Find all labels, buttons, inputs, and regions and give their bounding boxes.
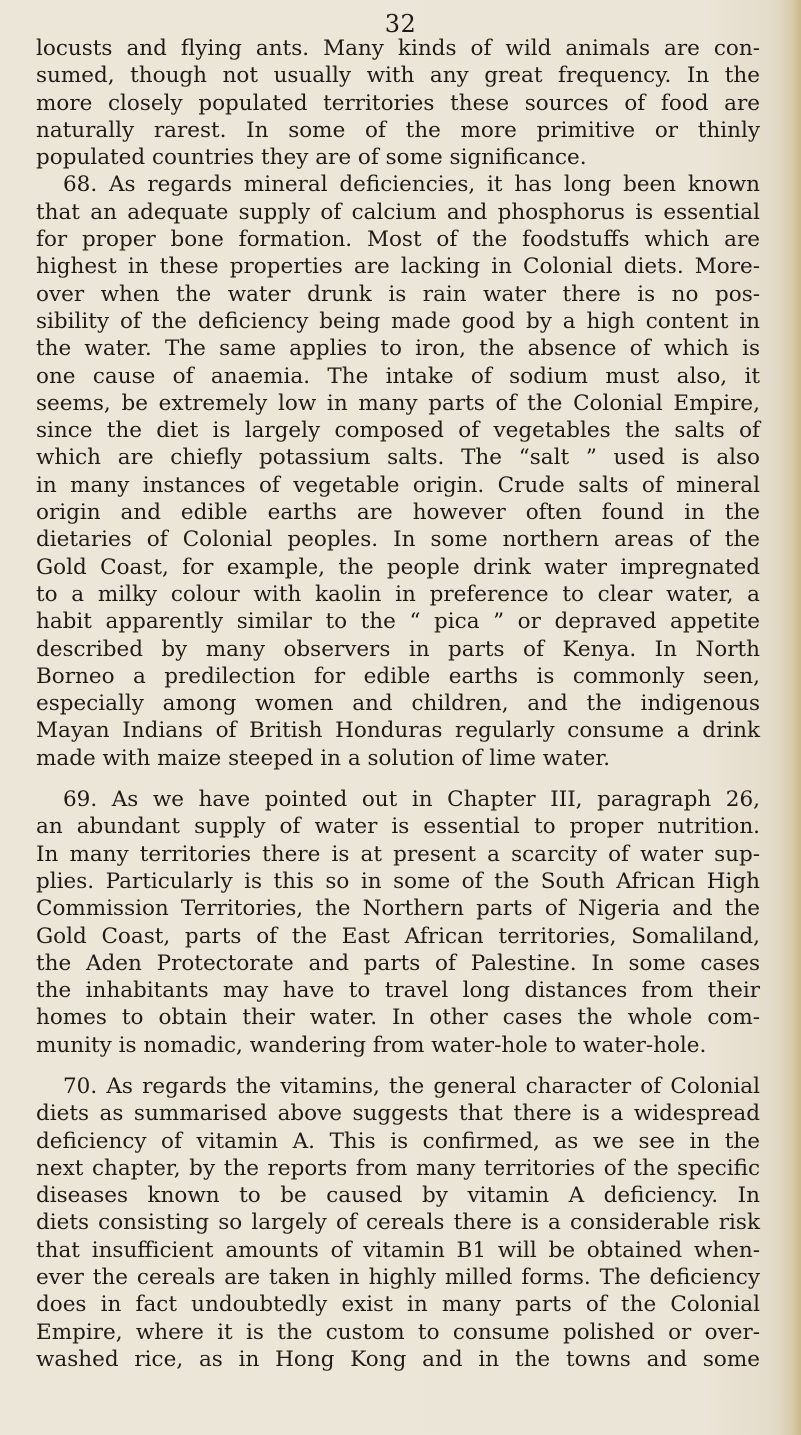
text-line: sumed, though not usually with any great frequency. In the [36,63,760,89]
text-line: naturally rarest. In some of the more primitive or thinly [36,117,760,143]
text-line: made with maize steeped in a solution of lime water. [36,745,611,771]
text-line: more closely populated territories these sources of food are [36,90,760,116]
text-line: the Aden Protectorate and parts of Palestine. In some cases [36,950,760,976]
text-line: 70. As regards the vitamins, the general character of Colonial [63,1073,760,1099]
text-line: Mayan Indians of British Honduras regularly consume a drink [36,718,760,744]
text-line: the water. The same applies to iron, the absence of which is [36,336,760,362]
text-line: locusts and flying ants. Many kinds of wild animals are con- [36,36,760,61]
text-line: Gold Coast, for example, the people drink water impregnated [36,554,760,580]
paragraph-gap [36,772,760,786]
text-line: habit apparently similar to the “ pica ” or depraved appetite [36,609,760,635]
text-line: diets consisting so largely of cereals there is a considerable risk [36,1210,760,1236]
text-line: highest in these properties are lacking in Colonial diets. More- [36,254,760,280]
paragraph-68 [36,171,760,772]
text-line: munity is nomadic, wandering from water-hole to water-hole. [36,1032,707,1058]
text-line: next chapter, by the reports from many territories of the specific [36,1155,760,1181]
text-line: does in fact undoubtedly exist in many parts of the Colonial [36,1292,760,1318]
text-line: that insufficient amounts of vitamin B1 will be obtained when- [36,1237,760,1263]
text-line: an abundant supply of water is essential to proper nutrition. [36,814,760,840]
text-line: diets as summarised above suggests that there is a widespread [36,1101,760,1127]
text-line: Gold Coast, parts of the East African territories, Somaliland, [36,923,760,949]
paragraph-gap [36,1059,760,1073]
text-line: homes to obtain their water. In other cases the whole com- [36,1005,760,1031]
text-line: one cause of anaemia. The intake of sodium must also, it [36,363,760,389]
paragraph-continuation [36,35,760,171]
text-line: seems, be extremely low in many parts of the Colonial Empire, [36,390,760,416]
text-line: deficiency of vitamin A. This is confirmed, as we see in the [36,1128,760,1154]
text-line: Borneo a predilection for edible earths is commonly seen, [36,663,760,689]
text-line: ever the cereals are taken in highly milled forms. The deficiency [36,1265,760,1291]
text-line: populated countries they are of some significance. [36,145,587,171]
text-line: the inhabitants may have to travel long distances from their [36,978,760,1004]
text-line: especially among women and children, and the indigenous [36,691,760,717]
text-line: sibility of the deficiency being made good by a high content in [36,308,760,334]
text-line: 68. As regards mineral deficiencies, it has long been known [63,172,760,198]
text-line: for proper bone formation. Most of the foodstuffs which are [36,227,760,253]
text-line: In many territories there is at present a scarcity of water sup- [36,841,760,867]
text-line: diseases known to be caused by vitamin A deficiency. In [36,1183,760,1209]
page-edge-shadow [779,0,801,1435]
text-line: 69. As we have pointed out in Chapter III, paragraph 26, [63,787,760,813]
paragraph-69 [36,786,760,1059]
text-line: Commission Territories, the Northern parts of Nigeria and the [36,896,760,922]
text-line: in many instances of vegetable origin. Crude salts of mineral [36,472,760,498]
text-line: washed rice, as in Hong Kong and in the towns and some [36,1346,760,1372]
text-line: dietaries of Colonial peoples. In some northern areas of the [36,527,760,553]
text-line: to a milky colour with kaolin in preference to clear water, a [36,581,760,607]
page-number: 32 [384,10,417,38]
text-line: Empire, where it is the custom to consume polished or over- [36,1319,760,1345]
text-line: over when the water drunk is rain water there is no pos- [36,281,760,307]
text-line: which are chiefly potassium salts. The “salt ” used is also [36,445,760,471]
paragraph-70 [36,1073,760,1373]
text-line: plies. Particularly is this so in some of the South African High [36,868,760,894]
text-line: origin and edible earths are however often found in the [36,500,760,526]
text-line: described by many observers in parts of Kenya. In North [36,636,760,662]
text-line: that an adequate supply of calcium and phosphorus is essential [36,199,760,225]
body-text [36,35,760,1373]
text-line: since the diet is largely composed of vegetables the salts of [36,418,760,444]
